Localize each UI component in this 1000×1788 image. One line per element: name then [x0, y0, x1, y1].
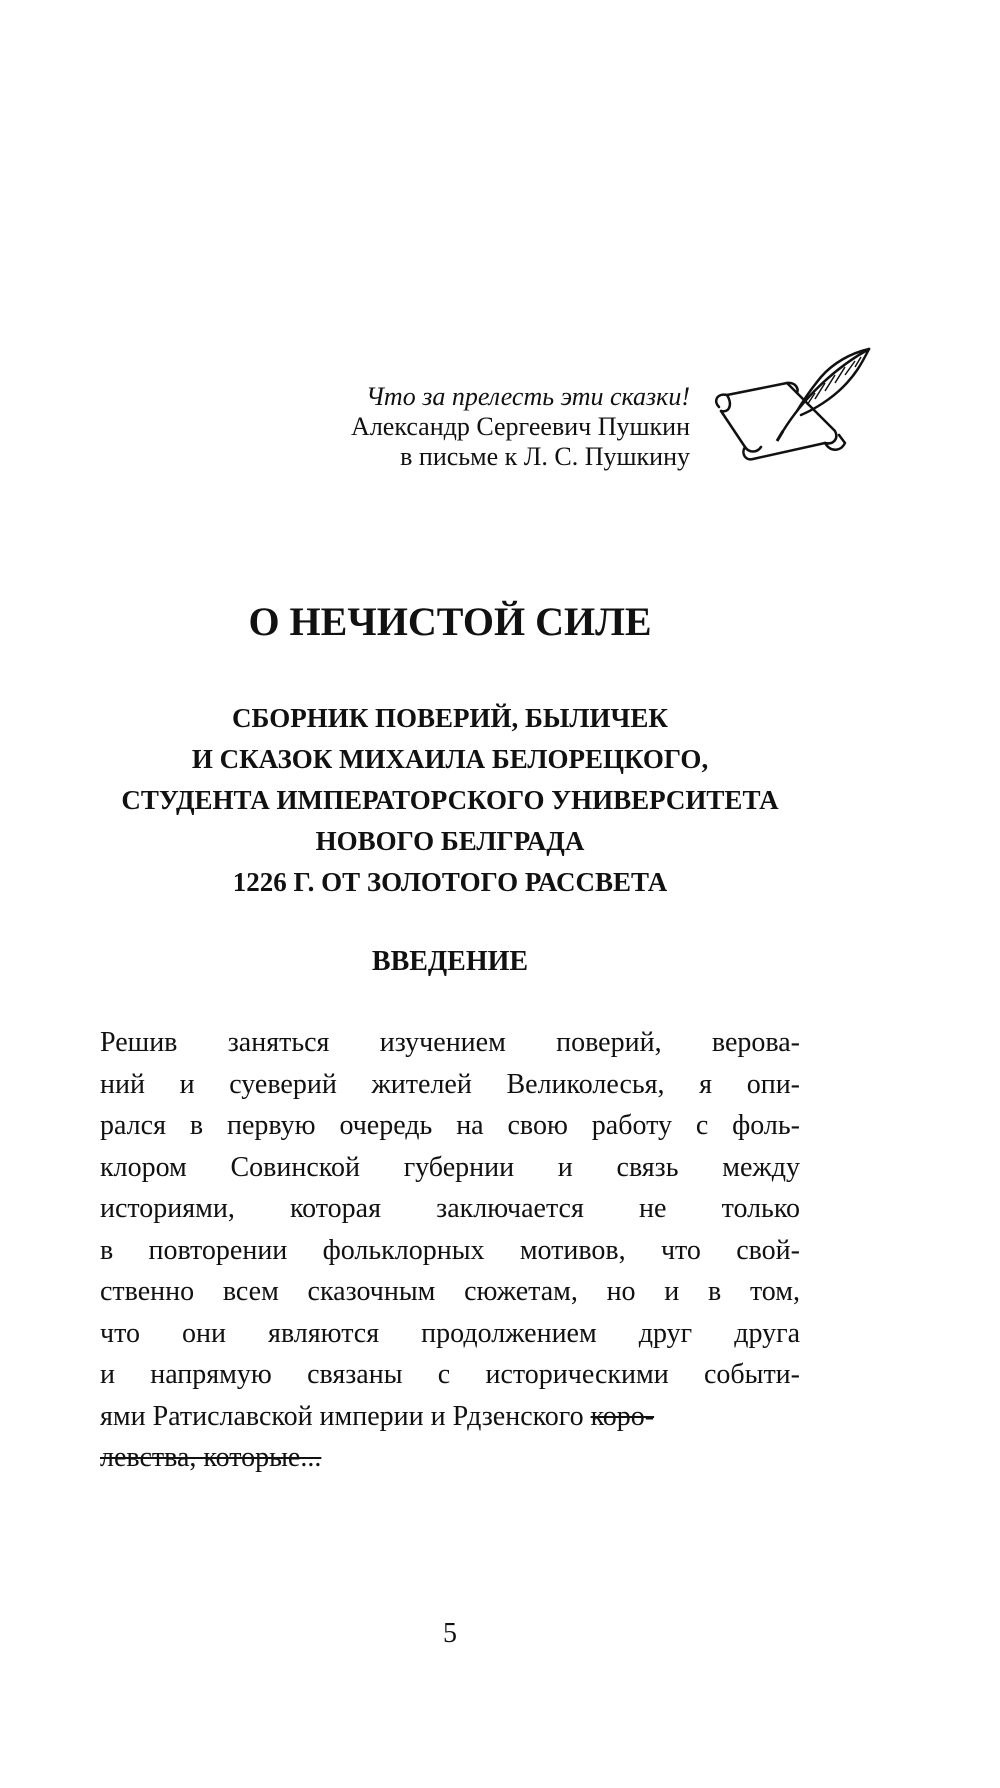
subtitle-line: СБОРНИК ПОВЕРИЙ, БЫЛИЧЕК — [232, 703, 668, 733]
epigraph-author: Александр Сергеевич Пушкин — [351, 412, 690, 441]
quill-and-scroll-icon — [705, 335, 885, 485]
body-paragraph — [100, 1022, 800, 1479]
subtitle-line: И СКАЗОК МИХАИЛА БЕЛОРЕЦКОГО, — [191, 744, 709, 774]
body-line: в повторении фольклорных мотивов, что свой- — [100, 1234, 800, 1266]
body-line: что они являются продолжением друг друга — [100, 1317, 800, 1349]
body-line — [100, 1396, 800, 1438]
body-line: клором Совинской губернии и связь между — [100, 1151, 800, 1183]
subtitle-line: СТУДЕНТА ИМПЕРАТОРСКОГО УНИВЕРСИТЕТА — [121, 785, 779, 815]
body-line — [100, 1437, 800, 1479]
subtitle-line: 1226 Г. ОТ ЗОЛОТОГО РАССВЕТА — [232, 867, 668, 897]
body-line-text: ями Ратиславской империи и Рдзенского — [100, 1400, 591, 1432]
struck-text: коро- — [590, 1400, 655, 1432]
body-line: рался в первую очередь на свою работу с фоль- — [100, 1110, 800, 1141]
struck-text: левства, которые... — [100, 1442, 322, 1473]
body-line: ственно всем сказочным сюжетам, но и в том, — [100, 1276, 800, 1307]
epigraph — [230, 382, 690, 472]
section-heading: ВВЕДЕНИЕ — [371, 946, 529, 977]
body-line: историями, которая заключается не только — [100, 1193, 800, 1224]
body-line: ний и суеверий жителей Великолесья, я опи- — [100, 1068, 800, 1100]
page-number: 5 — [443, 1618, 457, 1649]
epigraph-source: в письме к Л. С. Пушкину — [400, 442, 690, 471]
body-line: и напрямую связаны с историческими событи- — [100, 1359, 800, 1390]
subtitle-line: НОВОГО БЕЛГРАДА — [315, 826, 585, 856]
subtitle — [0, 698, 900, 903]
epigraph-quote: Что за прелесть эти сказки! — [366, 382, 690, 411]
body-line: Решив заняться изучением поверий, верова- — [100, 1027, 800, 1058]
page-title: О НЕЧИСТОЙ СИЛЕ — [248, 599, 652, 644]
